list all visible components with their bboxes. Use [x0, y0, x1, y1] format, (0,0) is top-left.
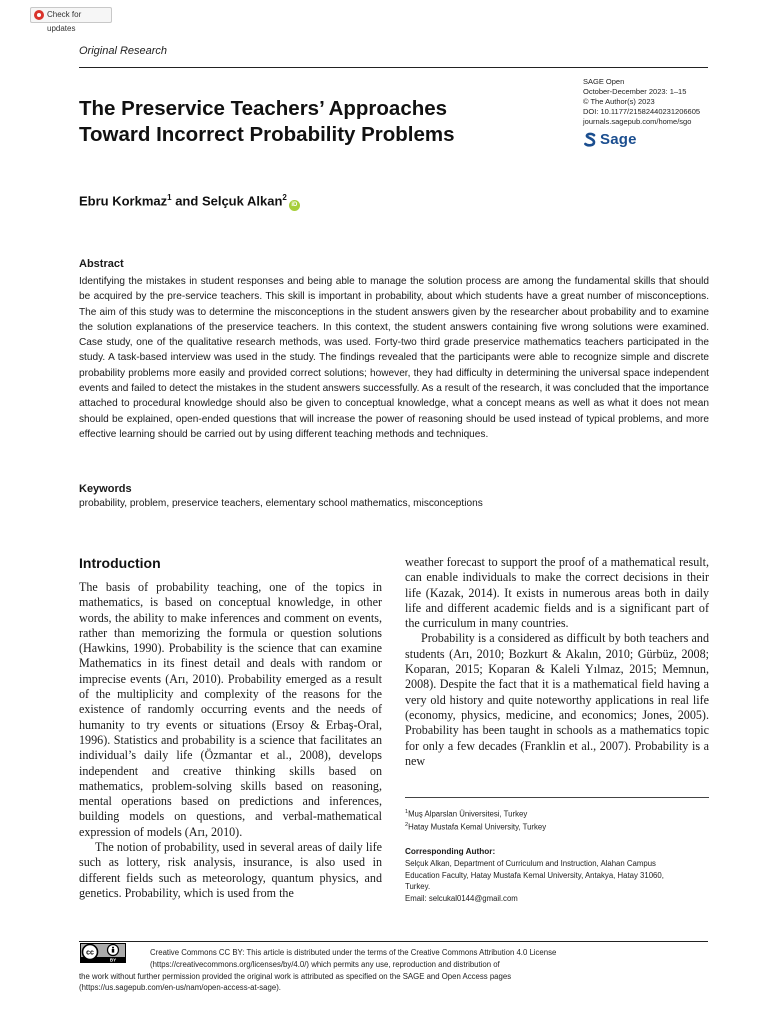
- check-updates-icon: [34, 10, 44, 20]
- keywords-text: probability, problem, preservice teachers, elementary school mathematics, misconceptions: [79, 498, 483, 509]
- svg-text:cc: cc: [86, 949, 94, 957]
- paragraph: The notion of probability, used in several areas of daily life such as lottery, risk analysis, insurance, is also used in different fields such as meteorology, quantum physics, and genetics. Probability, which is used from the: [79, 840, 382, 900]
- article-title: [79, 96, 559, 148]
- author-1-affiliation: 1: [167, 193, 172, 202]
- abstract-text: Identifying the mistakes in student responses and being able to manage the solution process are among the fundamental skills that should be acquired by the pre-service teachers. This skill is important in probability, about which students have a great number of misconceptions. The aim of this study was to determine the misconceptions in the student answers given by the researcher about probability and to examine the solution explanations of the preservice teachers. In this context, the student answers containing five wrong solutions were examined. Case study, one of the qualitative research methods, was used. Forty-two third grade preservice mathematics teachers participated in the study. A task-based interview was used in the study. The findings revealed that the participants were able to recognize simple and discrete probability problems more easily and provided correct solutions; however, they had difficulty in determining the universal space independent events and failed to detect the mistakes in the student answers successfully. As a result of the research, it was concluded that the importance attached to procedural knowledge should also be given to conceptual knowledge, what a concept means as well as what it does not mean should be explained, open-ended questions that will increase the power of reasoning should be used instead of typical problems, and more effective learning should be carried out by using different teaching methods and techniques.: [79, 276, 709, 440]
- affiliations: [405, 807, 709, 832]
- paragraph: Probability is a considered as difficult by both teachers and students (Arı, 2010; Bozkurt & Akalın, 2010; Gürbüz, 2008; Koparan, 2015; Koparan & Kaleli Yılmaz, 2015; Memnun, 2008). Despite the fact that it is a mathematical field having a very old history and quite noteworthy applications in real life (economy, physics, medicine, and economics; Jones, 2005). Probability has been taught in schools as a mathematics topic for only a few decades (Franklin et al., 2007). Probability is a new: [405, 631, 709, 768]
- header-divider: [79, 67, 708, 68]
- journal-issue: October-December 2023: 1–15: [583, 87, 687, 96]
- keywords-heading: Keywords: [79, 483, 132, 495]
- license-line-2[interactable]: (https://creativecommons.org/licenses/by/4.0/) which permits any use, reproduction and distribution of: [150, 959, 500, 969]
- license-text: [79, 947, 709, 994]
- corresponding-author-details: [405, 858, 709, 904]
- orcid-icon[interactable]: iD: [289, 200, 300, 211]
- journal-copyright: © The Author(s) 2023: [583, 97, 655, 106]
- corr-line-2: Education Faculty, Hatay Mustafa Kemal University, Antakya, Hatay 31060,: [405, 870, 664, 880]
- journal-doi[interactable]: DOI: 10.1177/21582440231206605: [583, 107, 701, 116]
- body-column-right: [405, 555, 709, 769]
- body-column-left: [79, 580, 382, 901]
- title-line-1: The Preservice Teachers’ Approaches: [79, 97, 448, 120]
- author-joiner: and: [171, 193, 202, 209]
- journal-url[interactable]: journals.sagepub.com/home/sgo: [583, 117, 692, 126]
- author-2-affiliation: 2: [282, 193, 287, 202]
- authors: [79, 193, 300, 211]
- affiliation-2-number: 2: [405, 821, 409, 828]
- license-line-1: Creative Commons CC BY: This article is distributed under the terms of the Creative Commons Attribution 4.0 License: [150, 948, 557, 957]
- affiliation-2: Hatay Mustafa Kemal University, Turkey: [408, 822, 547, 832]
- license-divider: [79, 941, 708, 942]
- author-1: Ebru Korkmaz: [79, 193, 168, 209]
- license-line-4[interactable]: (https://us.sagepub.com/en-us/nam/open-access-at-sage).: [79, 983, 281, 993]
- section-label: Original Research: [79, 45, 168, 57]
- sage-logo-text: Sage: [600, 131, 637, 148]
- cc-by-label: BY: [109, 957, 117, 963]
- footnote-divider: [405, 797, 709, 798]
- check-updates-label: Check for updates: [47, 10, 82, 33]
- abstract-heading: Abstract: [79, 258, 124, 270]
- paragraph: weather forecast to support the proof of a mathematical result, can enable individuals to make the correct decisions in their life (Kazak, 2014). It exists in numerous areas both in daily life and different academic fields and is a significant part of the curriculum in many countries.: [405, 555, 709, 631]
- sage-s-icon: [583, 132, 597, 147]
- affiliation-1: Muş Alparslan Üniversitesi, Turkey: [408, 809, 528, 819]
- journal-info: [583, 77, 733, 127]
- check-for-updates-button[interactable]: [30, 7, 112, 33]
- corresponding-author-heading: Corresponding Author:: [405, 847, 496, 856]
- paragraph: The basis of probability teaching, one of the topics in mathematics, is based on conceptual knowledge, in other words, the ability to make inferences and comment on events, rather than memorizing the formula or question solutions (Hawkins, 1990). Probability is the science that can examine Mathematics in its finest detail and deals with random or imprecise events (Arı, 2010). Probability emerged as a result of the multiplicity and complexity of the reasons for the existence of randomly occurring events and the needs of humanity to try events or situations (Ersoy & Erbaş-Oral, 1996). Statistics and probability is a science that facilitates an individual’s daily life (Özmantar et al., 2008), develops independent and creative thinking skills based on mathematics, problem-solving skills based on reasoning, mental operations based on predictions and inferences, building models on questions, and verbal-mathematical expression of models (Arı, 2010).: [79, 580, 382, 839]
- corr-email[interactable]: Email: selcukal0144@gmail.com: [405, 893, 518, 903]
- corr-line-1: Selçuk Alkan, Department of Curriculum and Instruction, Alahan Campus: [405, 859, 656, 868]
- corr-line-3: Turkey.: [405, 882, 431, 892]
- sage-logo: [583, 131, 637, 148]
- license-line-3: the work without further permission provided the original work is attributed as specified on the SAGE and Open Access pages: [79, 971, 512, 981]
- introduction-heading: Introduction: [79, 555, 161, 571]
- journal-name: SAGE Open: [583, 77, 625, 86]
- affiliation-1-number: 1: [405, 809, 409, 815]
- author-2: Selçuk Alkan: [201, 193, 283, 209]
- title-line-2: Toward Incorrect Probability Problems: [79, 123, 455, 146]
